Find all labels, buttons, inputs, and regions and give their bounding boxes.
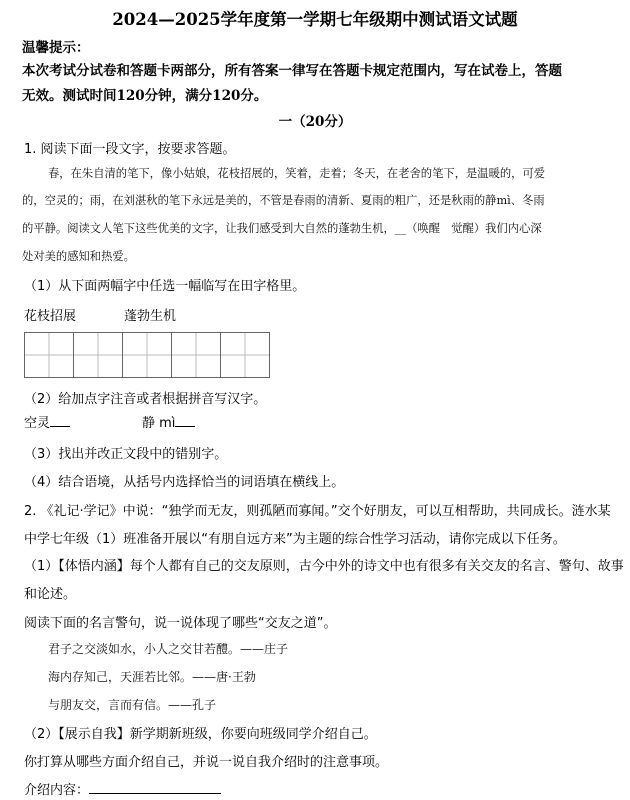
notice-label: 温馨提示： — [22, 40, 90, 56]
grid-cell — [172, 333, 221, 377]
copy-word-1: 花枝招展 — [24, 309, 77, 324]
task-1-line-1: （1）【体悟内涵】每个人都有自己的交友原则，古今中外的诗文中也有很多有关交友的名言、警句、故事 — [24, 559, 624, 574]
page-title: 2024—2025学年度第一学期七年级期中测试语文试题 — [112, 10, 518, 29]
intro-field — [24, 779, 221, 798]
tianzige-grid — [24, 332, 270, 378]
fill-item-b — [142, 412, 195, 431]
question-1-stem: 1. 阅读下面一段文字，按要求答题。 — [24, 142, 236, 157]
question-2-stem-line-2: 中学七年级（1）班准备开展以“有朋自远方来”为主题的综合性学习活动，请你完成以下任务。 — [24, 532, 566, 547]
passage-line-4: 处对美的感知和热爱。 — [22, 250, 135, 263]
answer-blank — [89, 781, 221, 794]
grid-cell — [221, 333, 269, 377]
grid-cell — [25, 333, 74, 377]
copy-word-2: 蓬勃生机 — [124, 309, 177, 324]
grid-cell — [74, 333, 123, 377]
passage-line-1: 春，在朱自清的笔下，像小姑娘，花枝招展的，笑着，走着；冬天，在老舍的笔下，是温暖的，可爱 — [48, 167, 546, 180]
notice-line-2: 无效。测试时间120分钟，满分120分。 — [22, 88, 268, 104]
answer-blank — [175, 414, 195, 427]
fill-item-b-text: 静 mì — [142, 416, 176, 431]
task-2: （2）【展示自我】新学期新班级，你要向班级同学介绍自己。 — [24, 727, 377, 742]
section-heading: 一（20分） — [278, 114, 352, 130]
notice-line-1: 本次考试分试卷和答题卡两部分，所有答案一律写在答题卡规定范围内，写在试卷上，答题 — [22, 63, 562, 79]
question-1-sub-1: （1）从下面两幅字中任选一幅临写在田字格里。 — [24, 279, 306, 294]
answer-blank — [50, 414, 70, 427]
question-1-sub-4: （4）结合语境，从括号内选择恰当的词语填在横线上。 — [24, 475, 345, 490]
question-1-sub-3: （3）找出并改正文段中的错别字。 — [24, 447, 228, 462]
question-2-stem-line-1: 2. 《礼记·学记》中说：“独学而无友，则孤陋而寡闻。”交个好朋友，可以互相帮助，共同成长。涟水某 — [24, 504, 611, 519]
read-prompt: 阅读下面的名言警句，说一说体现了哪些“交友之道”。 — [24, 616, 337, 631]
grid-cell — [123, 333, 172, 377]
task-1-line-2: 和论述。 — [24, 587, 77, 602]
question-1-sub-2: （2）给加点字注音或者根据拼音写汉字。 — [24, 392, 267, 407]
fill-item-a-text: 空灵 — [24, 416, 51, 431]
fill-item-a — [24, 412, 70, 431]
passage-line-3: 的平静。阅读文人笔下这些优美的文字，让我们感受到大自然的蓬勃生机，__（唤醒 觉醒）我们内心深 — [22, 222, 542, 235]
quote-3: 与朋友交，言而有信。——孔子 — [48, 698, 217, 712]
passage-line-2: 的，空灵的；雨，在刘湛秋的笔下永远是美的，不管是春雨的清新、夏雨的粗广，还是秋雨的静mì、冬雨 — [22, 194, 545, 207]
intro-label: 介绍内容： — [24, 783, 90, 798]
quote-2: 海内存知己，天涯若比邻。——唐·王勃 — [48, 670, 256, 684]
task-2-prompt: 你打算从哪些方面介绍自己，并说一说自我介绍时的注意事项。 — [24, 755, 389, 770]
quote-1: 君子之交淡如水，小人之交甘若醴。——庄子 — [48, 642, 289, 656]
